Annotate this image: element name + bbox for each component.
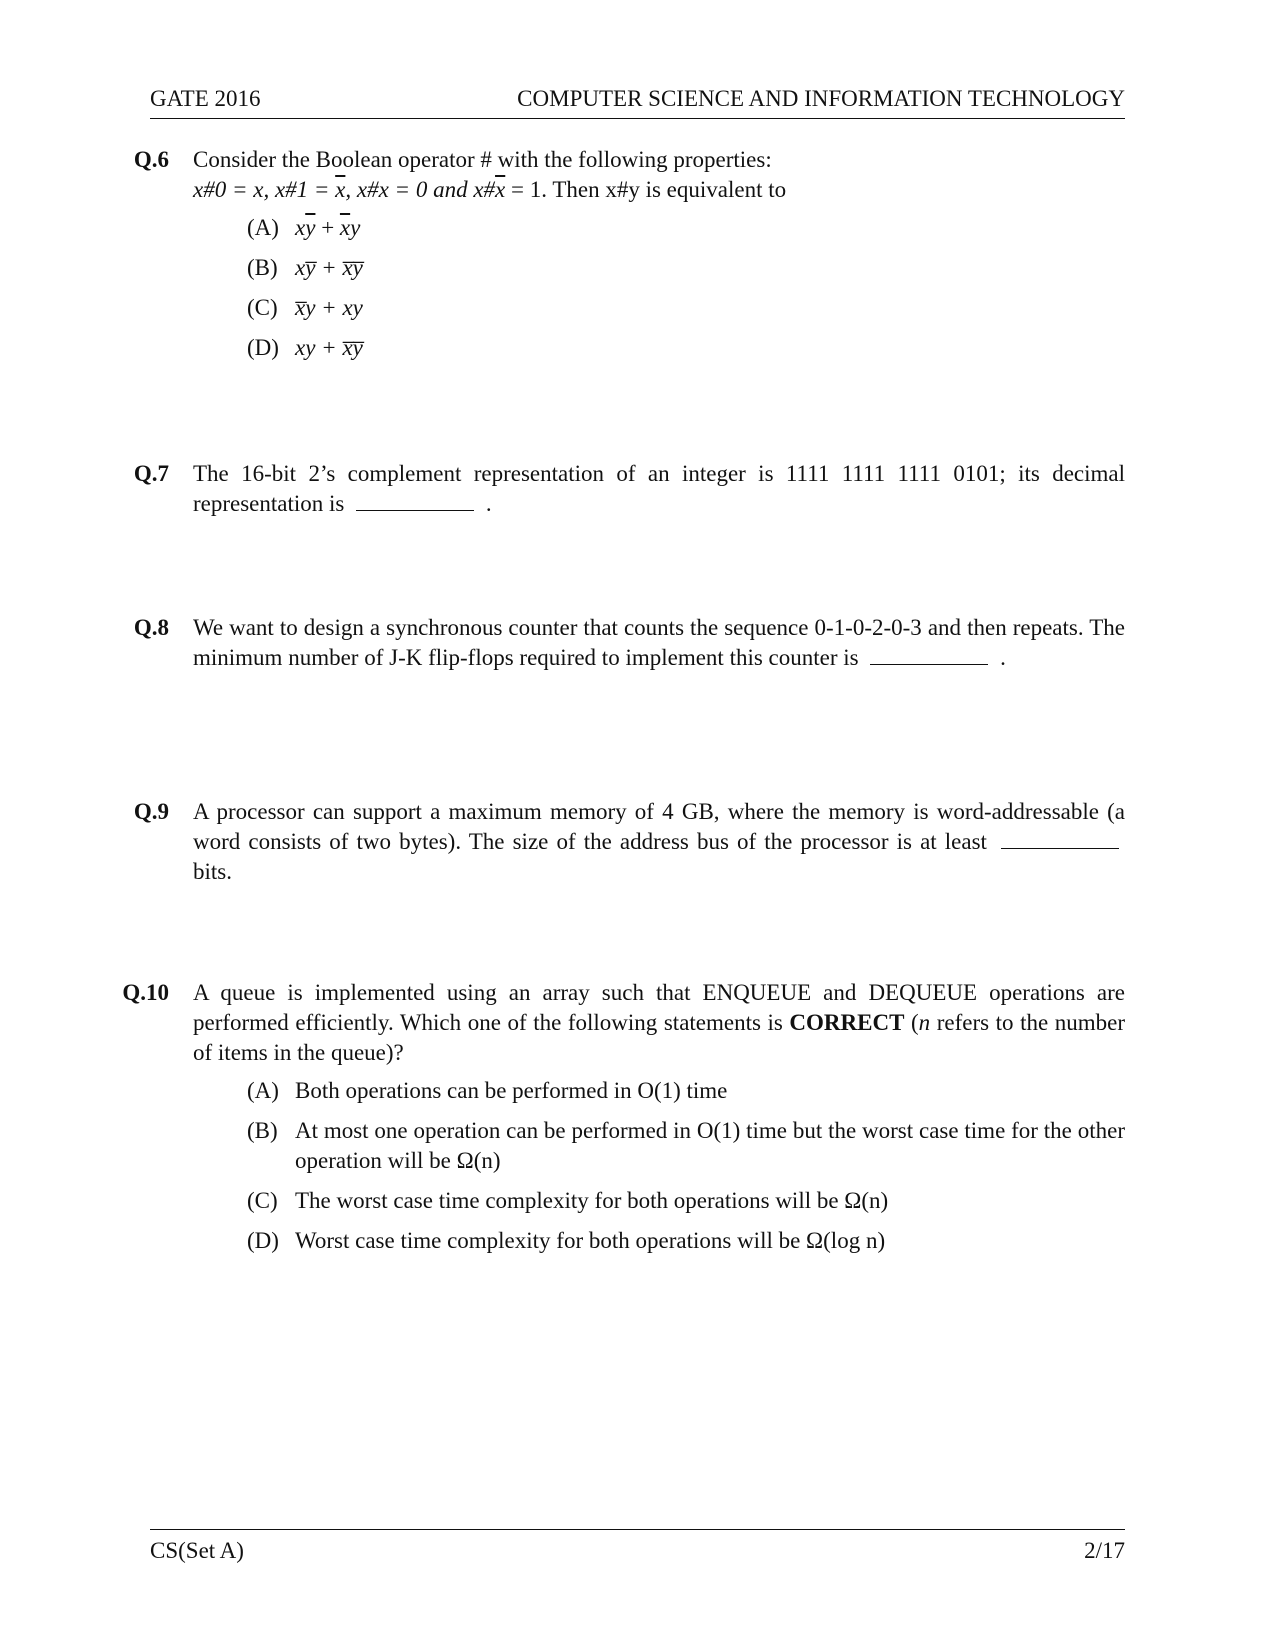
question-label: Q.7: [133, 461, 169, 486]
option-c[interactable]: [193, 1186, 1125, 1216]
option-label: (A): [247, 215, 279, 240]
math-xbar: $\overline{x}$: [495, 177, 506, 202]
option-math: $\overline{y}$: [305, 215, 316, 240]
correct-emphasis: CORRECT: [789, 1010, 905, 1035]
question-text: The 16-bit 2’s complement representation of an integer is 1111 1111 1111 0101; its decimal representation is: [193, 461, 1125, 516]
option-math: y: [350, 215, 361, 240]
exam-name: GATE 2016: [150, 86, 261, 111]
page-footer: [150, 1529, 1125, 1563]
question-text-end: .: [1000, 645, 1006, 670]
option-label: (D): [247, 335, 279, 360]
math-xbar: $\overline{x}$: [335, 177, 346, 202]
answer-blank[interactable]: [1001, 847, 1119, 849]
option-label: (B): [247, 1118, 278, 1143]
option-label: (C): [247, 1188, 278, 1213]
dequeue-term: DEQUEUE: [868, 980, 978, 1005]
question-body: [193, 978, 1125, 1266]
option-b[interactable]: [193, 1116, 1125, 1176]
answer-blank[interactable]: [356, 509, 474, 511]
option-text: x̅y + xy: [295, 295, 363, 320]
text-run: and: [823, 980, 857, 1005]
question-label: Q.9: [133, 799, 169, 824]
options-list: [193, 1076, 1125, 1256]
question-text-end: .: [485, 491, 492, 516]
option-label: (D): [247, 1228, 279, 1253]
option-text: xy + x̅y̅: [295, 335, 363, 360]
option-c[interactable]: [193, 293, 1125, 323]
option-label: (C): [247, 295, 278, 320]
option-d[interactable]: [193, 333, 1125, 363]
option-d[interactable]: [193, 1226, 1125, 1256]
page-number: 2/17: [1084, 1538, 1125, 1563]
math-text: , x#x = 0 and x#: [345, 177, 496, 202]
option-label: (B): [247, 255, 278, 280]
option-text: Worst case time complexity for both operations will be Ω(log n): [295, 1228, 886, 1253]
text-run: refers to the number of items in the queue)?: [193, 1010, 1126, 1065]
option-a[interactable]: [193, 1076, 1125, 1106]
options-list: [193, 213, 1125, 363]
option-math: x: [295, 215, 306, 240]
question-text: A processor can support a maximum memory of 4 GB, where the memory is word-addressable (a word consists of two bytes). The size of the address bus of the processor is at least: [193, 799, 1125, 854]
question-label: Q.6: [133, 147, 169, 172]
option-text: Both operations can be performed in O(1) time: [295, 1078, 728, 1103]
option-math: +: [315, 215, 340, 240]
option-math: $\overline{x}$: [339, 215, 351, 240]
question-text: [193, 978, 1125, 1068]
page-header: [150, 86, 1125, 119]
question-text: We want to design a synchronous counter that counts the sequence 0-1-0-2-0-3 and then repeats. The minimum number of J-K flip-flops required to implement this counter is: [193, 615, 1125, 670]
option-text: At most one operation can be performed in O(1) time but the worst case time for the other operation will be Ω(n): [295, 1118, 1125, 1173]
question-body: [193, 797, 1125, 887]
question-body: [193, 613, 1125, 673]
option-text: The worst case time complexity for both operations will be Ω(n): [295, 1188, 889, 1213]
math-text: = 1. Then x#y is equivalent to: [505, 177, 787, 202]
math-n: n: [918, 1010, 931, 1035]
option-label: (A): [247, 1078, 279, 1103]
question-label: Q.8: [133, 615, 169, 640]
option-b[interactable]: [193, 253, 1125, 283]
paper-set: CS(Set A): [150, 1538, 244, 1563]
math-text: x#0 = x, x#1 =: [193, 177, 336, 202]
option-text: xy̅ + x̅y̅: [295, 255, 363, 280]
enqueue-term: ENQUEUE: [702, 980, 812, 1005]
question-text-end: bits.: [193, 859, 232, 884]
question-body: [193, 145, 1125, 373]
question-body: [193, 459, 1125, 519]
option-a[interactable]: [193, 213, 1125, 243]
question-label: Q.10: [122, 980, 169, 1005]
text-run: A queue is implemented using an array such that: [193, 980, 691, 1005]
text-run: (: [911, 1010, 919, 1035]
text-run: operations are performed efficiently. Which one of the following statements is: [193, 980, 1126, 1035]
paper-title: COMPUTER SCIENCE AND INFORMATION TECHNOLOGY: [517, 86, 1125, 111]
question-text-line: [193, 175, 1125, 205]
answer-blank[interactable]: [870, 663, 988, 665]
question-text-line: Consider the Boolean operator # with the following properties:: [193, 147, 772, 172]
